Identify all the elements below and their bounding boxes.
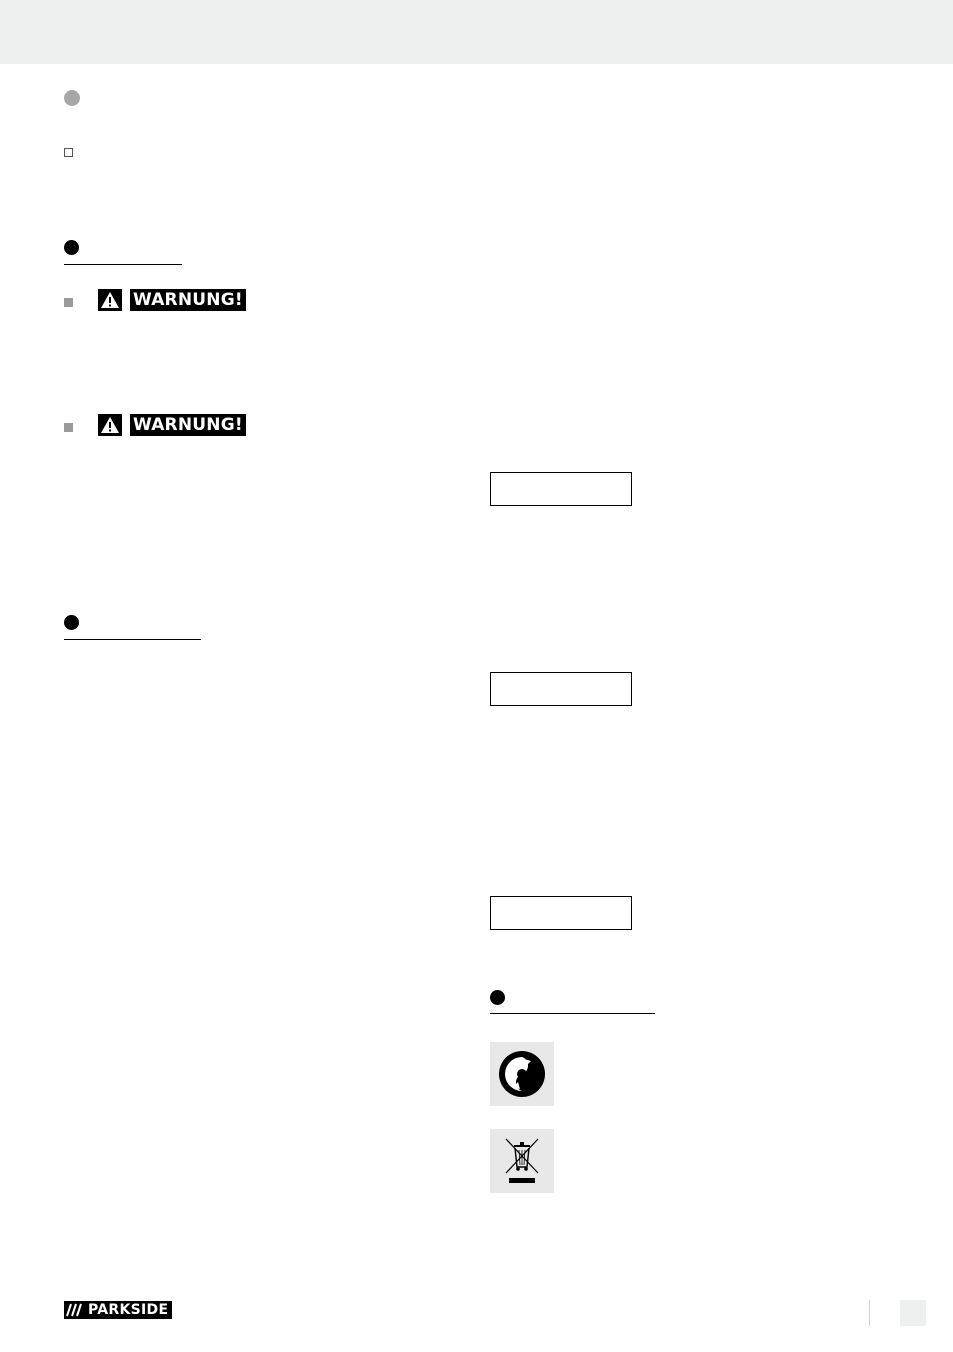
green-dot-recycling-icon [490, 1042, 554, 1106]
section-heading-rule [64, 639, 201, 640]
warning-triangle-icon [98, 289, 122, 311]
logo-text: PARKSIDE [86, 1301, 172, 1319]
section-bullet-icon [64, 615, 79, 630]
checkbox[interactable] [64, 148, 73, 157]
list-bullet-icon [64, 423, 73, 432]
parkside-slashes-icon [64, 1301, 86, 1319]
warning-triangle-icon [98, 414, 122, 436]
section-heading-rule [64, 264, 182, 265]
crossed-out-wheelie-bin-icon [490, 1129, 554, 1193]
empty-box [490, 672, 632, 706]
section-heading-rule [490, 1013, 655, 1014]
header-band [0, 0, 953, 64]
section-bullet-icon [490, 990, 505, 1005]
empty-box [490, 896, 632, 930]
list-bullet-icon [64, 298, 73, 307]
parkside-logo [64, 1301, 172, 1319]
warning-label: WARNUNG! [130, 289, 246, 311]
warning-label: WARNUNG! [130, 414, 246, 436]
empty-box [490, 472, 632, 506]
page-number-tile [900, 1300, 926, 1326]
section-bullet-icon [64, 240, 79, 255]
footer-divider [869, 1300, 870, 1326]
chapter-bullet-icon [64, 90, 80, 106]
